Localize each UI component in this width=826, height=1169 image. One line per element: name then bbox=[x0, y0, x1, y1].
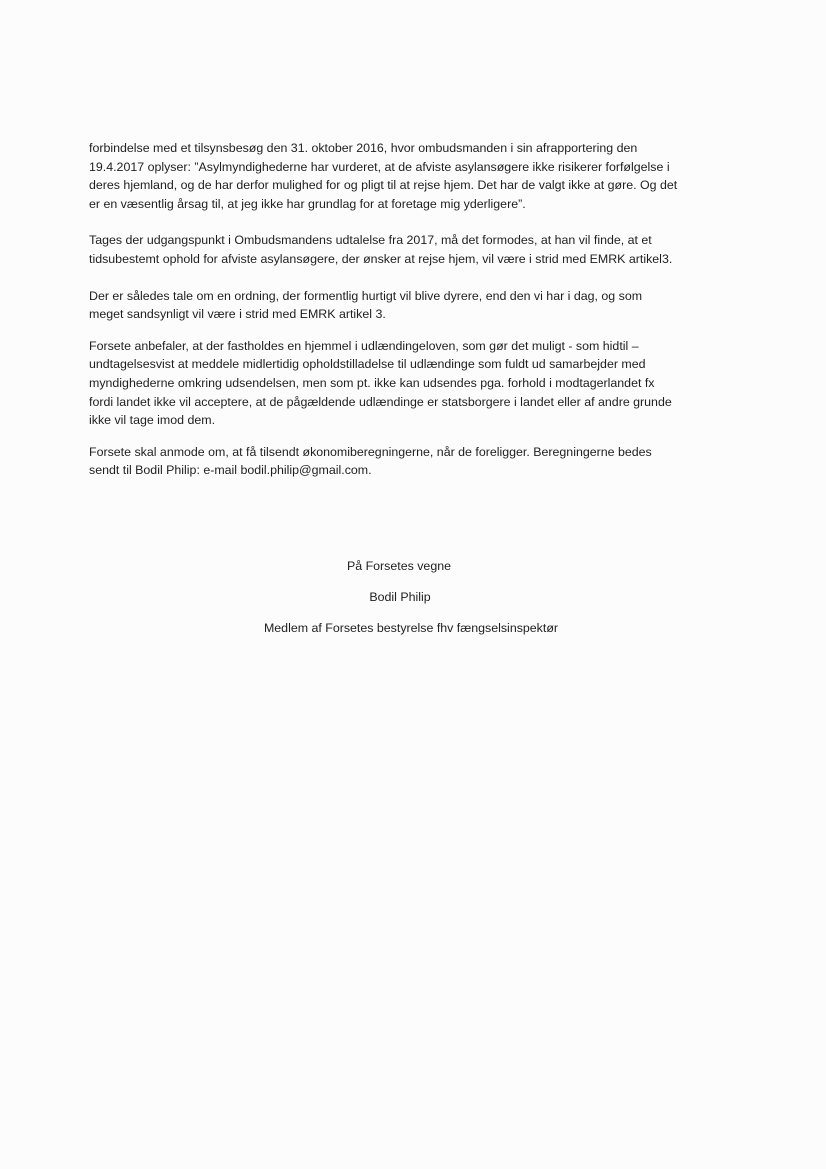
paragraph-request bbox=[89, 443, 749, 480]
paragraph-spacer bbox=[89, 324, 749, 337]
text-line: 19.4.2017 oplyser: ”Asylmyndighederne har vurderet, at de afviste asylansøgere ikke risikerer forfølgelse i bbox=[89, 159, 670, 174]
text-line: sendt til Bodil Philip: e-mail bodil.philip@gmail.com. bbox=[89, 463, 372, 478]
paragraph-spacer bbox=[89, 213, 749, 231]
text-line: Forsete anbefaler, at der fastholdes en hjemmel i udlændingeloven, som gør det muligt - som hidtil – bbox=[89, 338, 639, 353]
text-line: tidsubestemt ophold for afviste asylansøgere, der ønsker at rejse hjem, vil være i strid med EMRK artikel3. bbox=[89, 251, 673, 266]
text-line: Tages der udgangspunkt i Ombudsmandens udtalelse fra 2017, må det formodes, at han vil finde, at et bbox=[89, 233, 652, 248]
document-body bbox=[89, 139, 749, 480]
paragraph-ombudsman-statement bbox=[89, 231, 749, 268]
text-line: Forsete skal anmode om, at få tilsendt økonomiberegningerne, når de foreligger. Beregningerne bedes bbox=[89, 444, 652, 459]
text-line: myndighederne omkring udsendelsen, men som pt. ikke kan udsendes pga. forhold i modtagerlandet fx bbox=[89, 375, 655, 390]
paragraph-ombudsman-report bbox=[89, 139, 749, 213]
text-line: ikke vil tage imod dem. bbox=[89, 413, 216, 428]
signature-title: Medlem af Forsetes bestyrelse fhv fængselsinspektør bbox=[263, 621, 559, 635]
signature-name: Bodil Philip bbox=[369, 590, 431, 604]
paragraph-recommendation bbox=[89, 337, 749, 430]
text-line: Der er således tale om en ordning, der formentlig hurtigt vil blive dyrere, end den vi har i dag, og som bbox=[89, 288, 643, 303]
paragraph-spacer bbox=[89, 430, 749, 443]
text-line: meget sandsynligt vil være i strid med EMRK artikel 3. bbox=[89, 307, 386, 322]
paragraph-scheme-cost bbox=[89, 287, 749, 324]
text-line: fordi landet ikke vil acceptere, at de pågældende udlændinge er statsborgere i landet eller af andre grunde bbox=[89, 394, 672, 409]
text-line: forbindelse med et tilsynsbesøg den 31. oktober 2016, hvor ombudsmanden i sin afrapportering den bbox=[89, 141, 638, 155]
signature-on-behalf: På Forsetes vegne bbox=[346, 559, 451, 573]
paragraph-spacer bbox=[89, 269, 749, 287]
text-line: deres hjemland, og de har derfor mulighed for og pligt til at rejse hjem. Det har de valgt ikke at gøre. Og det bbox=[89, 178, 678, 193]
text-line: er en væsentlig årsag til, at jeg ikke har grundlag for at foretage mig yderligere”. bbox=[89, 196, 526, 211]
text-line: undtagelsesvist at meddele midlertidig opholdstilladelse til udlændinge som fuldt ud samarbejder med bbox=[89, 357, 646, 372]
